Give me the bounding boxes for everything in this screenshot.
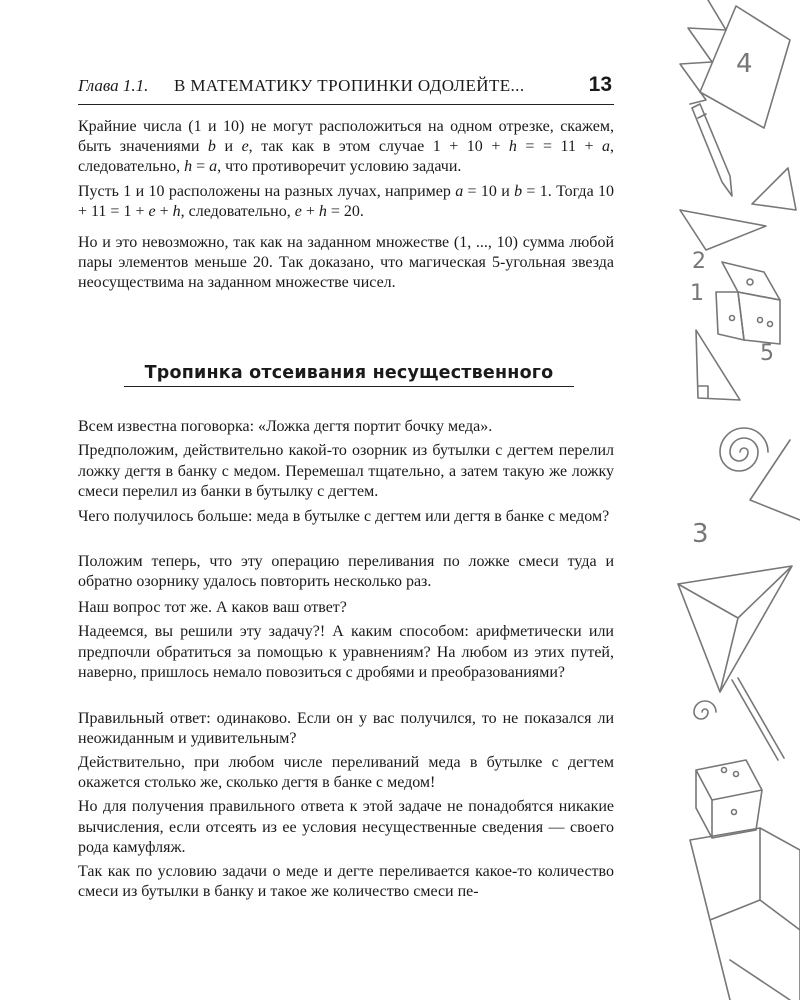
section-heading: Тропинка отсеивания несущественного [124, 363, 574, 387]
running-head [78, 74, 614, 105]
section-paragraph-7: Правильный ответ: одинаково. Если он у вас получился, то не показался ли неожиданным и удивительным? [78, 710, 614, 747]
match-stick-icon [732, 678, 784, 760]
section-paragraph-1: Всем известна поговорка: «Ложка дегтя портит бочку меда». [78, 418, 493, 435]
corner-ruler-icon [752, 168, 796, 210]
dice-pip-icon [730, 316, 735, 321]
pencil-icon [692, 104, 732, 196]
lightning-zigzag-icon [680, 0, 726, 104]
right-triangle-icon [696, 330, 740, 400]
digit-doodle-3: 3 [692, 519, 709, 549]
section-paragraph-2: Предположим, действительно какой-то озорник из бутылки с дегтем перелил ложку дегтя в банку с медом. Перемешал тщательно, а затем такую же ложку смеси перелил из банки в бутылку с дегтем. [78, 442, 614, 500]
digit-doodle-4: 4 [736, 49, 753, 79]
digit-doodle-2: 2 [692, 249, 706, 274]
digit-doodle-1: 1 [690, 281, 704, 306]
small-spiral-icon [694, 701, 716, 719]
math-doodles-decoration [640, 0, 800, 1000]
intro-paragraph-2: Пусть 1 и 10 расположены на разных лучах, например a = 10 и b = 1. Тогда 10 + 11 = 1 + e + h, следовательно, e + h = 20. [78, 183, 615, 220]
triangle-icon [680, 210, 766, 250]
section-paragraph-3: Чего получилось больше: меда в бутылке с дегтем или дегтя в банке с медом? [78, 508, 610, 525]
dice-pip-icon [768, 322, 773, 327]
section-paragraph-8: Действительно, при любом числе переливаний меда в бутылке с дегтем окажется столько же, сколько дегтя в банке с медом! [78, 754, 614, 791]
section-paragraph-9: Но для получения правильного ответа к этой задаче не понадобятся никакие вычисления, если отсеять из ее условия несущественные сведения — своего рода камуфляж. [78, 798, 614, 856]
dice-pip-icon [747, 279, 753, 285]
dice-pip-icon [734, 772, 739, 777]
pyramid-icon [678, 566, 792, 692]
large-spiral-icon [720, 428, 768, 471]
chapter-label: Глава 1.1. [78, 76, 149, 95]
digit-doodle-5: 5 [760, 341, 774, 366]
section-paragraph-5: Наш вопрос тот же. А каков ваш ответ? [78, 599, 347, 616]
dice-pip-icon [722, 768, 727, 773]
dice-pip-icon [732, 810, 737, 815]
intro-paragraph-1: Крайние числа (1 и 10) не могут расположиться на одном отрезке, скажем, быть значениями b и e, так как в этом случае 1 + 10 + h = = 11 + a, следовательно, h = a, что противоречит условию задачи. [78, 118, 615, 175]
dice-pip-icon [758, 318, 763, 323]
intro-paragraph-3: Но и это невозможно, так как на заданном множестве (1, ..., 10) сумма любой пары элементов меньше 20. Так доказано, что магическая 5-угольная звезда неосуществима на заданном множестве чисел. [78, 234, 614, 291]
section-paragraph-6: Надеемся, вы решили эту задачу?! А каким способом: арифметически или предпочли обратиться за помощью к уравнениям? На любом из этих путей, наверно, пришлось немало повозиться с дробями и преобразованиями? [78, 623, 614, 681]
polyhedron-icon [690, 828, 800, 1000]
second-dice-icon [696, 760, 762, 838]
section-paragraph-10: Так как по условию задачи о меде и дегте переливается какое-то количество смеси из бутылки в банку и такое же количество смеси пе- [78, 863, 614, 900]
chapter-title: В МАТЕМАТИКУ ТРОПИНКИ ОДОЛЕЙТЕ... [174, 76, 525, 95]
section-paragraph-4: Положим теперь, что эту операцию переливания по ложке смеси туда и обратно озорнику удалось повторить несколько раз. [78, 553, 614, 590]
page-number: 13 [588, 73, 612, 96]
